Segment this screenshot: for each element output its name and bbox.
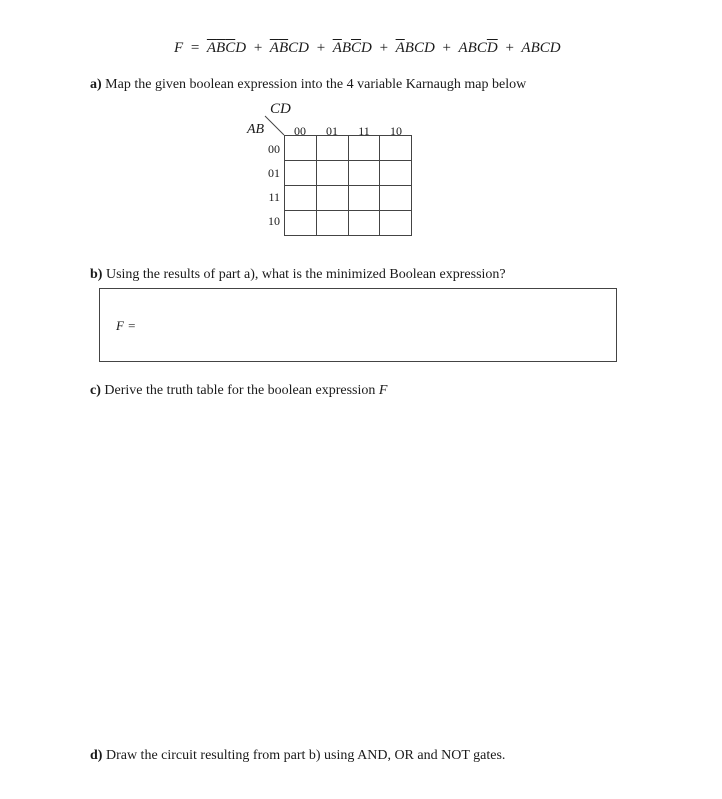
kmap-cell[interactable] bbox=[348, 186, 380, 211]
question-text: Derive the truth table for the boolean expression bbox=[100, 383, 379, 398]
expr-plus: + bbox=[505, 40, 514, 56]
expr-plus: + bbox=[379, 40, 389, 56]
expr-term-5 bbox=[459, 40, 498, 56]
question-letter: a) bbox=[90, 77, 102, 92]
expr-term-1 bbox=[207, 40, 246, 56]
question-text: Map the given boolean expression into the 4 variable Karnaugh map below bbox=[101, 77, 527, 92]
kmap-col-header: 10 bbox=[390, 124, 402, 138]
kmap-cell[interactable] bbox=[380, 136, 412, 161]
term-var: D bbox=[298, 40, 309, 56]
kmap-row bbox=[285, 186, 412, 211]
answer-box[interactable] bbox=[99, 288, 617, 362]
kmap-cd-label: CD bbox=[270, 101, 291, 117]
kmap-cell[interactable] bbox=[348, 211, 380, 236]
kmap-row bbox=[285, 211, 412, 236]
question-b bbox=[90, 267, 506, 283]
question-letter: b) bbox=[90, 267, 103, 282]
kmap-cell[interactable] bbox=[380, 186, 412, 211]
kmap-row-header: 01 bbox=[268, 166, 280, 180]
expr-term-4 bbox=[396, 40, 435, 56]
kmap-cell[interactable] bbox=[348, 161, 380, 186]
kmap-cell[interactable] bbox=[285, 211, 317, 236]
question-c bbox=[90, 383, 387, 399]
term-var: C bbox=[413, 40, 424, 56]
term-var: $\overline{B}$ bbox=[216, 40, 226, 56]
kmap-row bbox=[285, 161, 412, 186]
term-var: A bbox=[458, 40, 468, 56]
kmap-row-header: 11 bbox=[268, 190, 280, 204]
question-text: Draw the circuit resulting from part b) using AND, OR and NOT gates. bbox=[102, 748, 506, 763]
term-var: C bbox=[476, 40, 487, 56]
term-var: B bbox=[404, 40, 414, 56]
term-var: D bbox=[549, 40, 561, 56]
term-var: $\overline{A}$ bbox=[332, 40, 342, 56]
term-var: $\overline{A}$ bbox=[206, 40, 217, 56]
kmap-cell[interactable] bbox=[316, 136, 348, 161]
kmap-cell[interactable] bbox=[316, 211, 348, 236]
kmap-col-header: 01 bbox=[326, 124, 338, 138]
kmap-cell[interactable] bbox=[316, 161, 348, 186]
expr-lhs: F bbox=[174, 40, 184, 56]
term-var: $\overline{C}$ bbox=[225, 40, 236, 56]
term-var: $\overline{A}$ bbox=[269, 40, 279, 56]
term-var: $\overline{C}$ bbox=[351, 40, 362, 56]
kmap-cell[interactable] bbox=[380, 161, 412, 186]
kmap-cell[interactable] bbox=[285, 186, 317, 211]
expr-plus: + bbox=[316, 40, 326, 56]
question-text: Using the results of part a), what is the minimized Boolean expression? bbox=[102, 267, 506, 282]
boolean-expression bbox=[174, 40, 561, 57]
kmap-cell[interactable] bbox=[348, 136, 380, 161]
kmap-cell[interactable] bbox=[316, 186, 348, 211]
kmap-cell[interactable] bbox=[285, 161, 317, 186]
kmap-row bbox=[285, 136, 412, 161]
term-var: A bbox=[521, 40, 531, 56]
kmap-row-header: 10 bbox=[268, 214, 280, 228]
expr-term-6 bbox=[521, 40, 560, 56]
expr-plus: + bbox=[442, 40, 452, 56]
term-var: B bbox=[530, 40, 540, 56]
term-var: $\overline{A}$ bbox=[395, 40, 405, 56]
term-var: D bbox=[235, 40, 247, 56]
kmap-grid bbox=[284, 135, 412, 236]
kmap-col-header: 00 bbox=[294, 124, 306, 138]
term-var: B bbox=[467, 40, 477, 56]
term-var: C bbox=[539, 40, 550, 56]
expr-term-2 bbox=[270, 40, 309, 56]
question-letter: d) bbox=[90, 748, 103, 763]
kmap-cell[interactable] bbox=[380, 211, 412, 236]
question-var: F bbox=[378, 383, 388, 398]
term-var: C bbox=[288, 40, 299, 56]
term-var: D bbox=[361, 40, 372, 56]
term-var: B bbox=[341, 40, 352, 56]
term-var: $\overline{D}$ bbox=[486, 40, 498, 56]
kmap-cell[interactable] bbox=[285, 136, 317, 161]
term-var: $\overline{B}$ bbox=[278, 40, 289, 56]
question-a bbox=[90, 77, 526, 93]
kmap-col-header: 11 bbox=[358, 124, 370, 138]
kmap-row-header: 00 bbox=[268, 142, 280, 156]
term-var: D bbox=[423, 40, 435, 56]
kmap-ab-label: AB bbox=[247, 122, 265, 137]
question-letter: c) bbox=[90, 383, 101, 398]
answer-label: F = bbox=[116, 318, 136, 333]
expr-equals: = bbox=[190, 40, 200, 56]
question-d bbox=[90, 748, 505, 764]
expr-plus: + bbox=[253, 40, 263, 56]
expr-term-3 bbox=[333, 40, 372, 56]
